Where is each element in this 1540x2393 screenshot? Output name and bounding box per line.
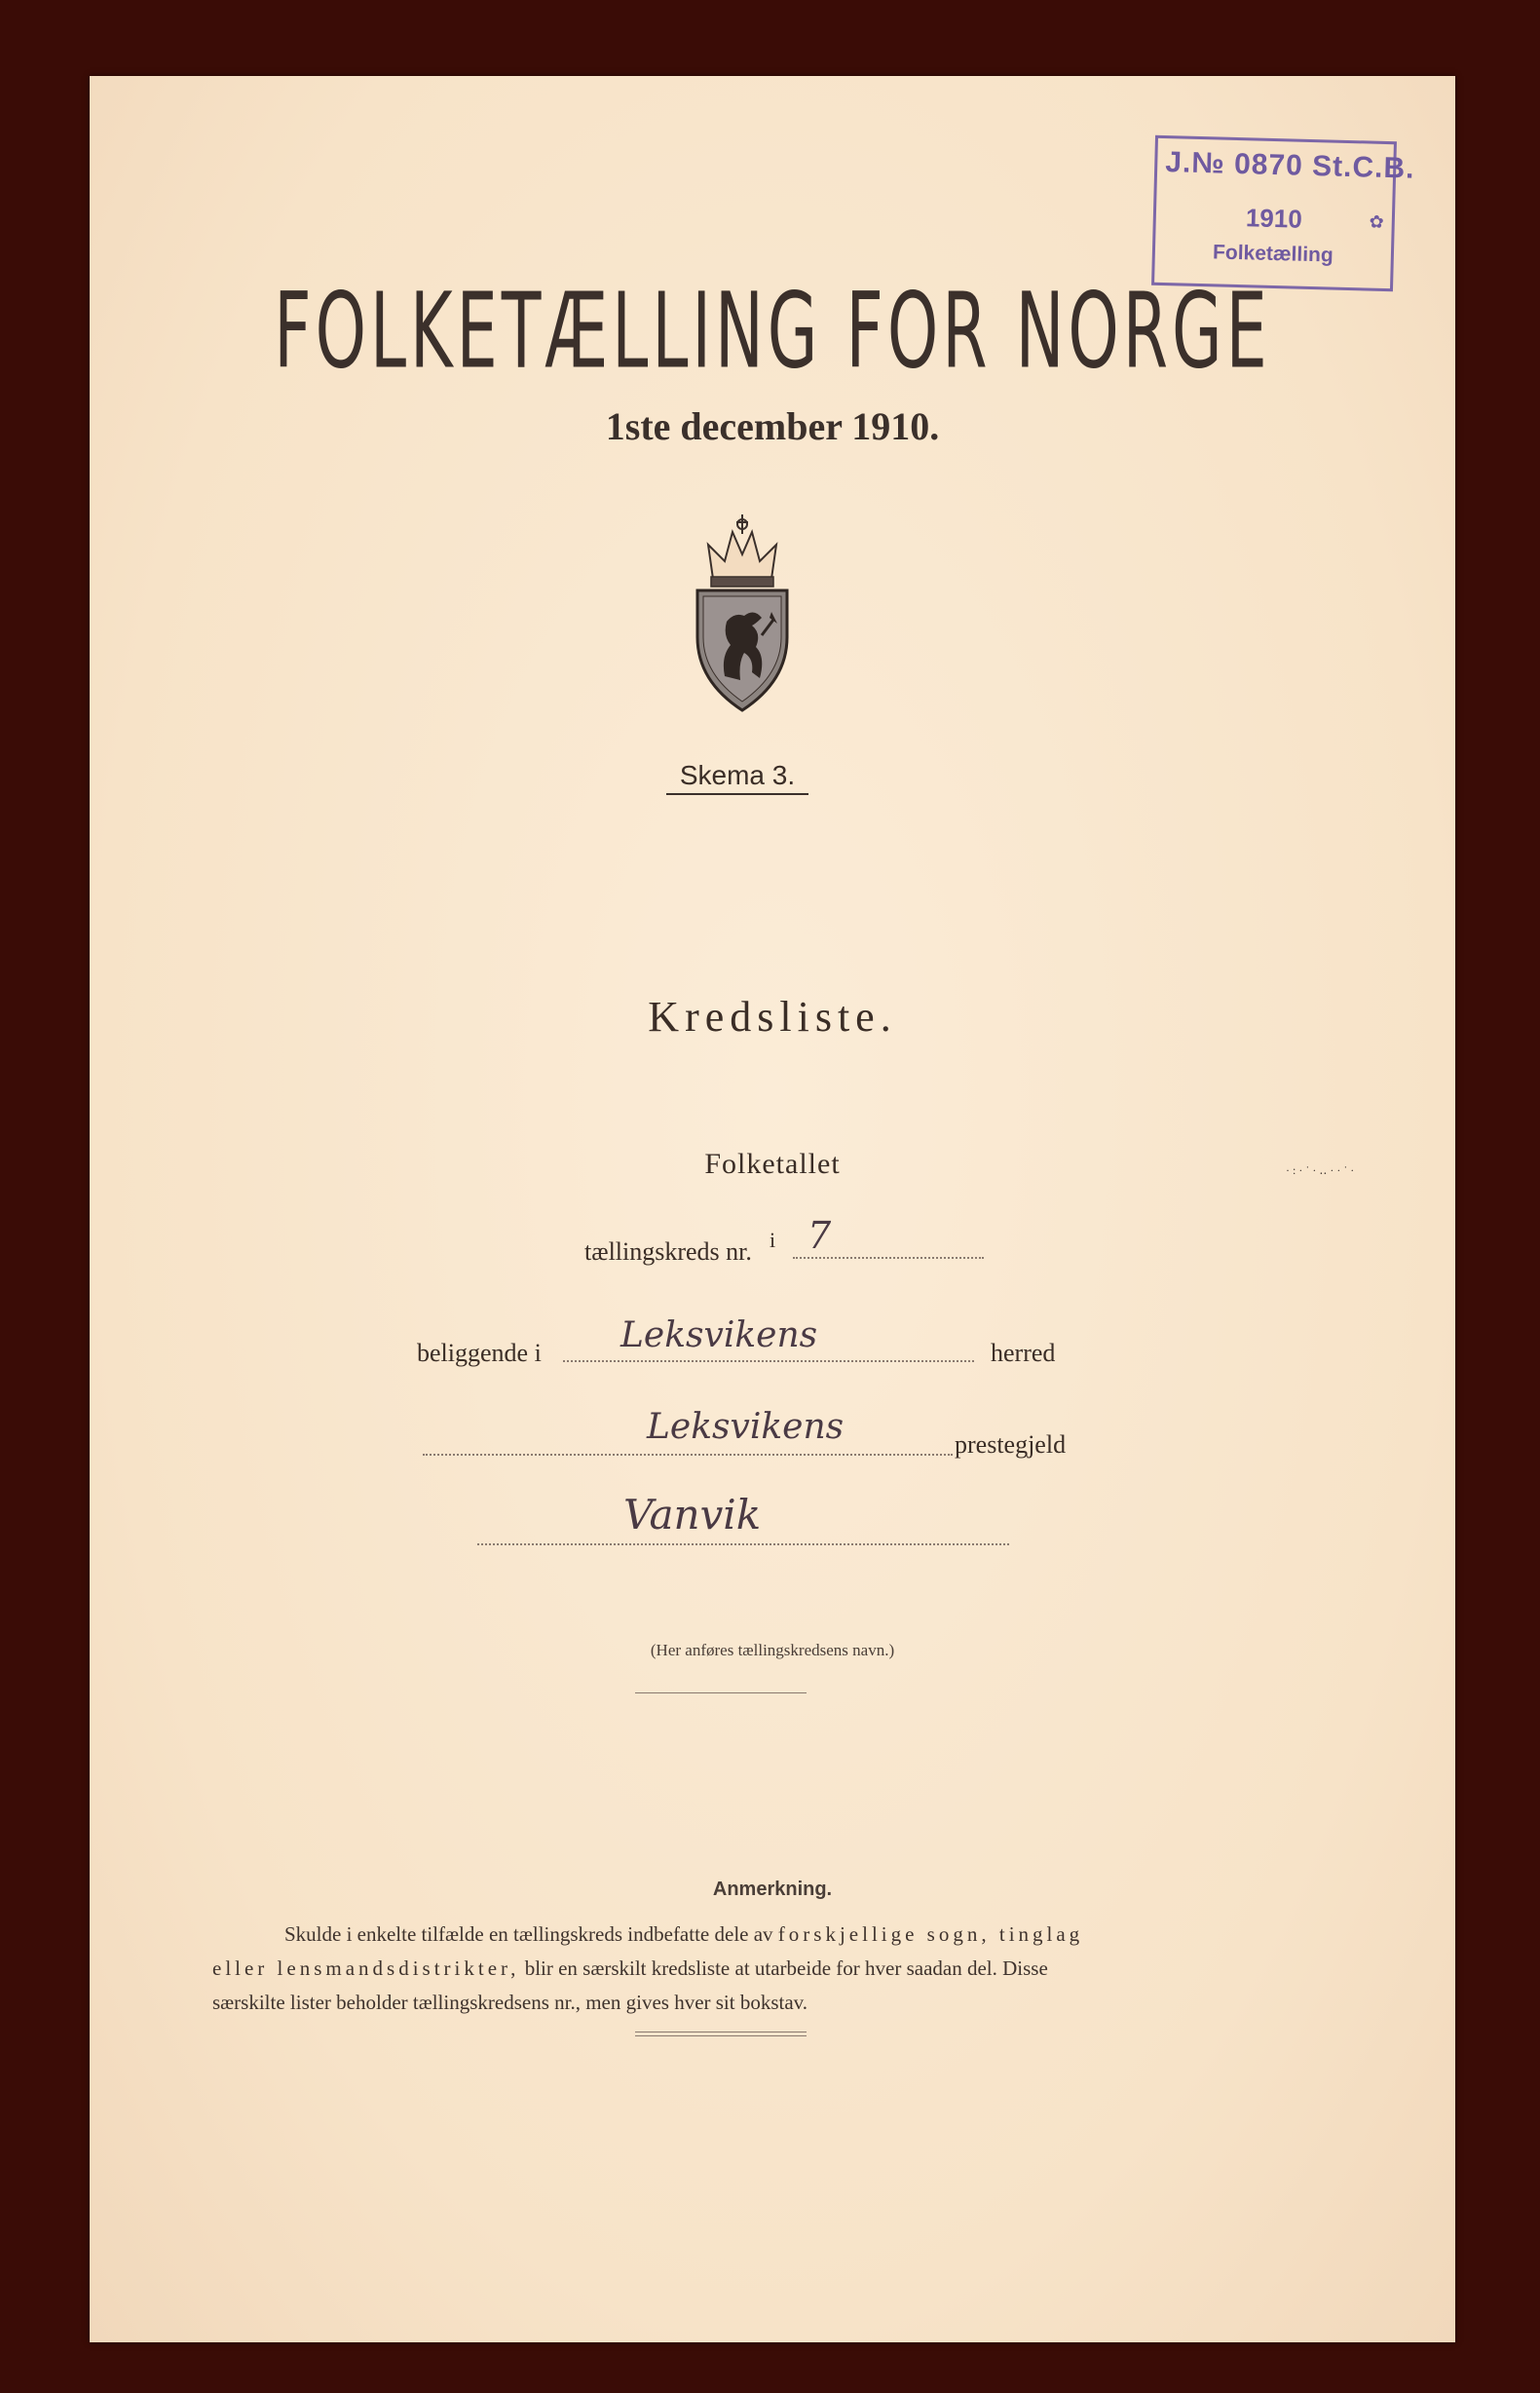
page-title: FOLKETÆLLING FOR NORGE [274,271,1271,393]
ink-specks: ·:·˙·‥··˙· [1286,1163,1358,1177]
remark-line-1a: Skulde i enkelte tilfælde en tællingskreds indbefatte dele av [284,1922,773,1946]
census-district-dotted-line [793,1257,984,1259]
remark-title: Anmerkning. [712,1879,833,1900]
parish-name: Leksvikens [647,1407,845,1447]
document-title: Kredsliste. [648,993,897,1041]
bottom-divider-bottom [635,2035,807,2036]
schema-number: Skema 3. [679,760,796,790]
located-in-label: beliggende i [417,1339,542,1367]
census-date: 1ste december 1910. [605,404,940,448]
remark-line-2b: blir en særskilt kredsliste at utarbeide for hver saadan del. Disse [524,1956,1048,1980]
stamp-label: Folketælling [1212,241,1334,267]
district-name: Vanvik [623,1491,762,1538]
schema-underline [666,793,808,795]
remark-text [212,1918,1282,2020]
municipality-label: herred [991,1339,1056,1367]
district-name-hint: (Her anføres tællingskredsens navn.) [650,1641,895,1659]
municipality-dotted-line [563,1360,974,1362]
stamp-journal-number: J.№ 0870 St.C.B. [1164,146,1415,185]
archive-stamp [1151,135,1415,291]
divider-line [635,1692,807,1693]
population-heading: Folketallet [704,1148,841,1180]
stamp-flower-icon: ✿ [1369,211,1385,232]
preposition-i: i [769,1228,776,1252]
parish-dotted-line [423,1454,953,1456]
parish-label: prestegjeld [955,1430,1067,1459]
remark-line-2a: eller lensmandsdistrikter, [212,1956,520,1980]
remark-line-1 [212,1918,1282,1952]
district-name-dotted-line [477,1543,1009,1545]
coat-of-arms-icon [684,511,801,715]
remark-line-1b: forskjellige sogn, tinglag [777,1922,1084,1946]
census-district-label: tællingskreds nr. [584,1237,752,1266]
census-form-page [90,76,1455,2342]
stamp-year: 1910 [1245,203,1303,234]
census-district-number: 7 [808,1214,832,1257]
municipality-name: Leksvikens [620,1315,818,1355]
remark-line-3: særskilte lister beholder tællingskredsens nr., men gives hver sit bokstav. [212,1991,808,2014]
remark-line-2 [212,1952,1282,1986]
